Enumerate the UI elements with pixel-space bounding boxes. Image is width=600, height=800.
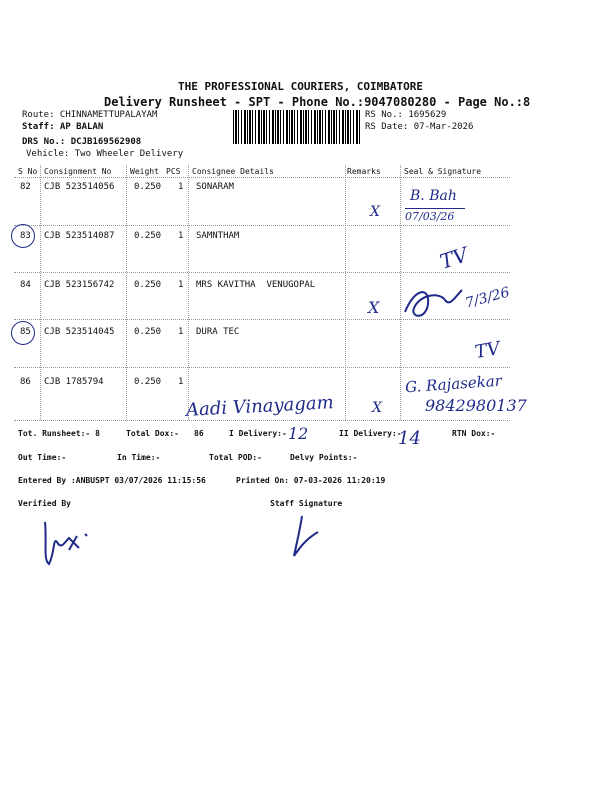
row-consignee: SAMNTHAM xyxy=(196,231,240,241)
staff-signature-label: Staff Signature xyxy=(270,499,343,508)
circle-mark-85 xyxy=(11,321,35,345)
col-header-weight: Weight xyxy=(130,167,159,176)
runsheet-subtitle: Delivery Runsheet - SPT - Phone No.:9047080280 - Page No.:8 xyxy=(104,95,531,109)
col-header-pcs: PCS xyxy=(166,167,181,176)
row-sno: 83 xyxy=(20,231,31,241)
row-consignee: SONARAM xyxy=(196,182,234,192)
out-time-label: Out Time:- xyxy=(18,453,67,462)
route-label: Route: CHINNAMETTUPALAYAM xyxy=(22,110,158,120)
verified-by-label: Verified By xyxy=(18,499,71,508)
signature-82: B. Bah xyxy=(410,188,457,204)
tv-mark-83: TV xyxy=(436,242,471,274)
row-consignee: DURA TEC xyxy=(196,327,240,337)
col-header-sno: S No xyxy=(18,167,38,176)
table-column-line xyxy=(126,165,127,420)
table-divider xyxy=(14,367,510,368)
ii-delivery-value: 14 xyxy=(398,428,421,449)
table-divider xyxy=(14,420,510,421)
row-pcs: 1 xyxy=(178,327,184,337)
row-pcs: 1 xyxy=(178,377,184,387)
table-column-line xyxy=(345,165,346,420)
col-header-consignee: Consignee Details xyxy=(192,167,274,176)
staff-label: Staff: AP BALAN xyxy=(22,122,104,132)
row-weight: 0.250 xyxy=(134,231,162,241)
table-divider xyxy=(14,272,510,273)
signature-84 xyxy=(400,282,470,326)
company-title: THE PROFESSIONAL COURIERS, COIMBATORE xyxy=(178,80,424,93)
i-delivery-value: 12 xyxy=(288,424,309,443)
row-weight: 0.250 xyxy=(134,377,162,387)
table-divider xyxy=(14,225,510,226)
row-consignee: MRS KAVITHA VENUGOPAL xyxy=(196,280,316,290)
printed-on: Printed On: 07-03-2026 11:20:19 xyxy=(236,476,386,485)
handwritten-name-86: Aadi Vinayagam xyxy=(185,392,335,421)
row-consignment: CJB 523514056 xyxy=(44,182,115,192)
staff-signature xyxy=(288,510,328,560)
row-pcs: 1 xyxy=(178,231,184,241)
remark-x-82: X xyxy=(370,204,380,220)
verified-signature xyxy=(35,512,95,572)
row-sno: 85 xyxy=(20,327,31,337)
rs-date: RS Date: 07-Mar-2026 xyxy=(365,122,474,132)
vehicle-label: Vehicle: Two Wheeler Delivery xyxy=(26,149,184,159)
date-82: 07/03/26 xyxy=(405,210,455,223)
row-weight: 0.250 xyxy=(134,327,162,337)
circle-mark-83 xyxy=(11,224,35,248)
ii-delivery-label: II Delivery:- xyxy=(339,429,402,438)
col-header-consignment: Consignment No xyxy=(44,167,112,176)
row-sno: 86 xyxy=(20,377,31,387)
in-time-label: In Time:- xyxy=(117,453,161,462)
drs-number: DRS No.: DCJB169562908 xyxy=(22,137,142,147)
tv-mark-85: TV xyxy=(473,337,502,364)
row-consignment: CJB 523156742 xyxy=(44,280,115,290)
row-consignment: CJB 523514045 xyxy=(44,327,115,337)
date-84: 7/3/26 xyxy=(463,284,512,312)
row-pcs: 1 xyxy=(178,280,184,290)
row-consignment: CJB 523514087 xyxy=(44,231,115,241)
table-divider xyxy=(14,177,510,178)
table-column-line xyxy=(40,165,41,420)
remark-x-84: X xyxy=(368,298,380,317)
row-weight: 0.250 xyxy=(134,182,162,192)
row-pcs: 1 xyxy=(178,182,184,192)
delvy-points-label: Delvy Points:- xyxy=(290,453,358,462)
col-header-remarks: Remarks xyxy=(347,167,381,176)
row-weight: 0.250 xyxy=(134,280,162,290)
i-delivery-label: I Delivery:- xyxy=(229,429,287,438)
row-sno: 82 xyxy=(20,182,31,192)
table-column-line xyxy=(188,165,189,420)
total-runsheet: Tot. Runsheet:- 8 xyxy=(18,429,100,438)
total-dox-value: 86 xyxy=(194,429,204,438)
entered-by: Entered By :ANBUSPT 03/07/2026 11:15:56 xyxy=(18,476,206,485)
barcode-image xyxy=(233,110,361,144)
total-pod-label: Total POD:- xyxy=(209,453,262,462)
row-sno: 84 xyxy=(20,280,31,290)
rs-number: RS No.: 1695629 xyxy=(365,110,447,120)
rtn-dox-label: RTN Dox:- xyxy=(452,429,496,438)
signature-86: G. Rajasekar xyxy=(404,371,503,397)
underline-stroke xyxy=(405,208,465,209)
remark-x-86: X xyxy=(372,400,382,416)
col-header-seal: Seal & Signature xyxy=(404,167,482,176)
row-consignment: CJB 1785794 xyxy=(44,377,104,387)
total-dox-label: Total Dox:- xyxy=(126,429,179,438)
phone-86: 9842980137 xyxy=(425,396,527,415)
